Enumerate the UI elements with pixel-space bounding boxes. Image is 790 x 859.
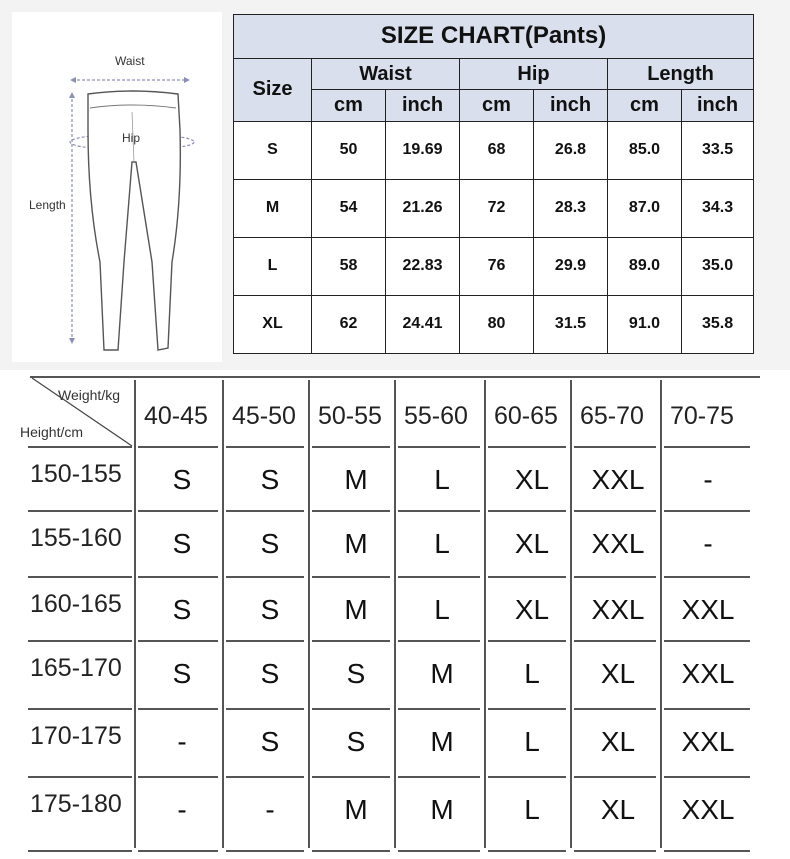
weight-column-header: 40-45	[144, 402, 208, 430]
weight-column-header: 55-60	[404, 402, 468, 430]
height-row-header: 160-165	[30, 590, 122, 618]
row-separator	[28, 510, 132, 512]
row-separator	[226, 510, 304, 512]
value-cell: 33.5	[682, 121, 754, 179]
value-cell: 87.0	[608, 179, 682, 237]
unit-header: cm	[312, 90, 386, 122]
value-cell: 34.3	[682, 179, 754, 237]
size-recommendation-cell: S	[260, 528, 280, 559]
row-separator	[226, 576, 304, 578]
value-cell: 50	[312, 121, 386, 179]
row-separator	[574, 576, 656, 578]
row-separator	[138, 510, 218, 512]
row-separator	[574, 776, 656, 778]
row-separator	[574, 708, 656, 710]
weight-column-header: 70-75	[670, 402, 734, 430]
size-recommendation-cell: XXL	[591, 528, 645, 559]
row-separator	[398, 510, 480, 512]
row-separator	[664, 576, 750, 578]
row-separator	[398, 850, 480, 852]
value-cell: 72	[460, 179, 534, 237]
row-separator	[664, 510, 750, 512]
unit-header: cm	[608, 90, 682, 122]
value-cell: 76	[460, 237, 534, 295]
row-separator	[312, 850, 390, 852]
size-cell: XL	[234, 295, 312, 353]
row-separator	[574, 446, 656, 448]
size-recommendation-cell: -	[703, 528, 713, 559]
row-separator	[664, 708, 750, 710]
size-recommendation-cell: XXL	[681, 658, 735, 689]
hip-figure-label: Hip	[122, 131, 141, 145]
recommend-chart	[0, 372, 790, 859]
value-cell: 24.41	[386, 295, 460, 353]
size-recommendation-cell: -	[265, 794, 275, 825]
row-separator	[138, 640, 218, 642]
row-separator	[312, 640, 390, 642]
row-separator	[138, 576, 218, 578]
row-separator	[664, 850, 750, 852]
row-separator	[28, 576, 132, 578]
size-recommendation-cell: L	[434, 464, 450, 495]
value-cell: 85.0	[608, 121, 682, 179]
unit-header: inch	[386, 90, 460, 122]
row-separator	[488, 776, 566, 778]
row-separator	[398, 576, 480, 578]
row-separator	[226, 850, 304, 852]
grid-top-line	[30, 376, 760, 378]
value-cell: 19.69	[386, 121, 460, 179]
pants-figure	[12, 12, 222, 362]
row-separator	[312, 708, 390, 710]
size-recommendation-cell: S	[260, 594, 280, 625]
size-recommendation-cell: S	[260, 658, 280, 689]
row-separator	[312, 510, 390, 512]
waist-group-header: Waist	[312, 58, 460, 90]
size-chart-table	[233, 14, 754, 354]
row-separator	[312, 446, 390, 448]
size-recommendation-cell: XXL	[681, 594, 735, 625]
row-separator	[574, 510, 656, 512]
row-separator	[488, 640, 566, 642]
size-recommendation-cell: -	[703, 464, 713, 495]
row-separator	[28, 708, 132, 710]
row-separator	[226, 446, 304, 448]
size-recommendation-cell: XXL	[681, 726, 735, 757]
size-recommendation-cell: S	[346, 658, 366, 689]
row-separator	[398, 776, 480, 778]
row-separator	[312, 576, 390, 578]
size-recommendation-cell: M	[344, 528, 368, 559]
column-separator	[660, 380, 662, 848]
size-recommendation-cell: S	[346, 726, 366, 757]
length-group-header: Length	[608, 58, 754, 90]
size-recommendation-cell: L	[524, 658, 540, 689]
size-recommendation-cell: -	[177, 794, 187, 825]
size-recommendation-cell: M	[344, 794, 368, 825]
size-recommendation-cell: S	[172, 464, 192, 495]
table-row	[234, 295, 754, 353]
column-separator	[134, 380, 136, 848]
value-cell: 68	[460, 121, 534, 179]
height-row-header: 150-155	[30, 460, 122, 488]
weight-column-header: 65-70	[580, 402, 644, 430]
size-recommendation-cell: XL	[514, 528, 550, 559]
value-cell: 58	[312, 237, 386, 295]
weight-axis-label: Weight/kg	[58, 387, 120, 403]
value-cell: 31.5	[534, 295, 608, 353]
size-recommendation-cell: XXL	[681, 794, 735, 825]
row-separator	[574, 850, 656, 852]
row-separator	[226, 776, 304, 778]
height-row-header: 175-180	[30, 790, 122, 818]
value-cell: 62	[312, 295, 386, 353]
size-cell: M	[234, 179, 312, 237]
hip-group-header: Hip	[460, 58, 608, 90]
size-recommendation-cell: XXL	[591, 594, 645, 625]
row-separator	[398, 640, 480, 642]
row-separator	[226, 640, 304, 642]
size-recommendation-cell: XL	[600, 658, 636, 689]
waist-figure-label: Waist	[115, 54, 145, 68]
size-column-header: Size	[234, 58, 312, 121]
height-row-header: 170-175	[30, 722, 122, 750]
row-separator	[664, 776, 750, 778]
height-row-header: 165-170	[30, 654, 122, 682]
row-separator	[226, 708, 304, 710]
weight-column-header: 50-55	[318, 402, 382, 430]
row-separator	[138, 776, 218, 778]
size-recommendation-cell: L	[524, 726, 540, 757]
row-separator	[488, 510, 566, 512]
size-recommendation-cell: L	[434, 594, 450, 625]
size-recommendation-cell: XXL	[591, 464, 645, 495]
height-axis-label: Height/cm	[20, 424, 84, 440]
row-separator	[28, 776, 132, 778]
value-cell: 89.0	[608, 237, 682, 295]
value-cell: 80	[460, 295, 534, 353]
size-recommendation-cell: S	[260, 726, 280, 757]
size-recommendation-cell: L	[434, 528, 450, 559]
row-separator	[664, 640, 750, 642]
value-cell: 35.0	[682, 237, 754, 295]
table-row	[234, 179, 754, 237]
row-separator	[488, 850, 566, 852]
size-recommendation-cell: XL	[514, 594, 550, 625]
unit-header: cm	[460, 90, 534, 122]
weight-column-header: 45-50	[232, 402, 296, 430]
unit-header: inch	[682, 90, 754, 122]
size-cell: S	[234, 121, 312, 179]
length-figure-label: Length	[29, 198, 66, 212]
value-cell: 21.26	[386, 179, 460, 237]
size-recommendation-cell: XL	[600, 726, 636, 757]
column-separator	[222, 380, 224, 848]
row-separator	[138, 850, 218, 852]
size-recommendation-cell: M	[344, 594, 368, 625]
value-cell: 28.3	[534, 179, 608, 237]
row-separator	[28, 640, 132, 642]
row-separator	[398, 446, 480, 448]
value-cell: 35.8	[682, 295, 754, 353]
row-separator	[488, 446, 566, 448]
row-separator	[312, 776, 390, 778]
size-recommendation-cell: -	[177, 726, 187, 757]
size-recommendation-cell: XL	[600, 794, 636, 825]
row-separator	[28, 446, 132, 448]
size-recommendation-cell: S	[172, 528, 192, 559]
size-recommendation-cell: L	[524, 794, 540, 825]
row-separator	[574, 640, 656, 642]
size-recommendation-cell: XL	[514, 464, 550, 495]
size-recommendation-cell: S	[260, 464, 280, 495]
value-cell: 22.83	[386, 237, 460, 295]
size-chart-title: SIZE CHART(Pants)	[234, 15, 754, 59]
table-row	[234, 237, 754, 295]
row-separator	[138, 446, 218, 448]
row-separator	[138, 708, 218, 710]
value-cell: 91.0	[608, 295, 682, 353]
size-recommendation-cell: M	[344, 464, 368, 495]
value-cell: 29.9	[534, 237, 608, 295]
weight-column-header: 60-65	[494, 402, 558, 430]
row-separator	[664, 446, 750, 448]
unit-header: inch	[534, 90, 608, 122]
row-separator	[398, 708, 480, 710]
value-cell: 26.8	[534, 121, 608, 179]
size-recommendation-cell: M	[430, 726, 454, 757]
row-separator	[488, 576, 566, 578]
size-recommendation-cell: M	[430, 658, 454, 689]
size-cell: L	[234, 237, 312, 295]
table-row	[234, 121, 754, 179]
size-recommendation-cell: S	[172, 658, 192, 689]
size-recommendation-cell: M	[430, 794, 454, 825]
header-diagonal-line	[28, 374, 138, 454]
column-separator	[484, 380, 486, 848]
height-row-header: 155-160	[30, 524, 122, 552]
row-separator	[488, 708, 566, 710]
row-separator	[28, 850, 132, 852]
value-cell: 54	[312, 179, 386, 237]
size-recommendation-cell: S	[172, 594, 192, 625]
